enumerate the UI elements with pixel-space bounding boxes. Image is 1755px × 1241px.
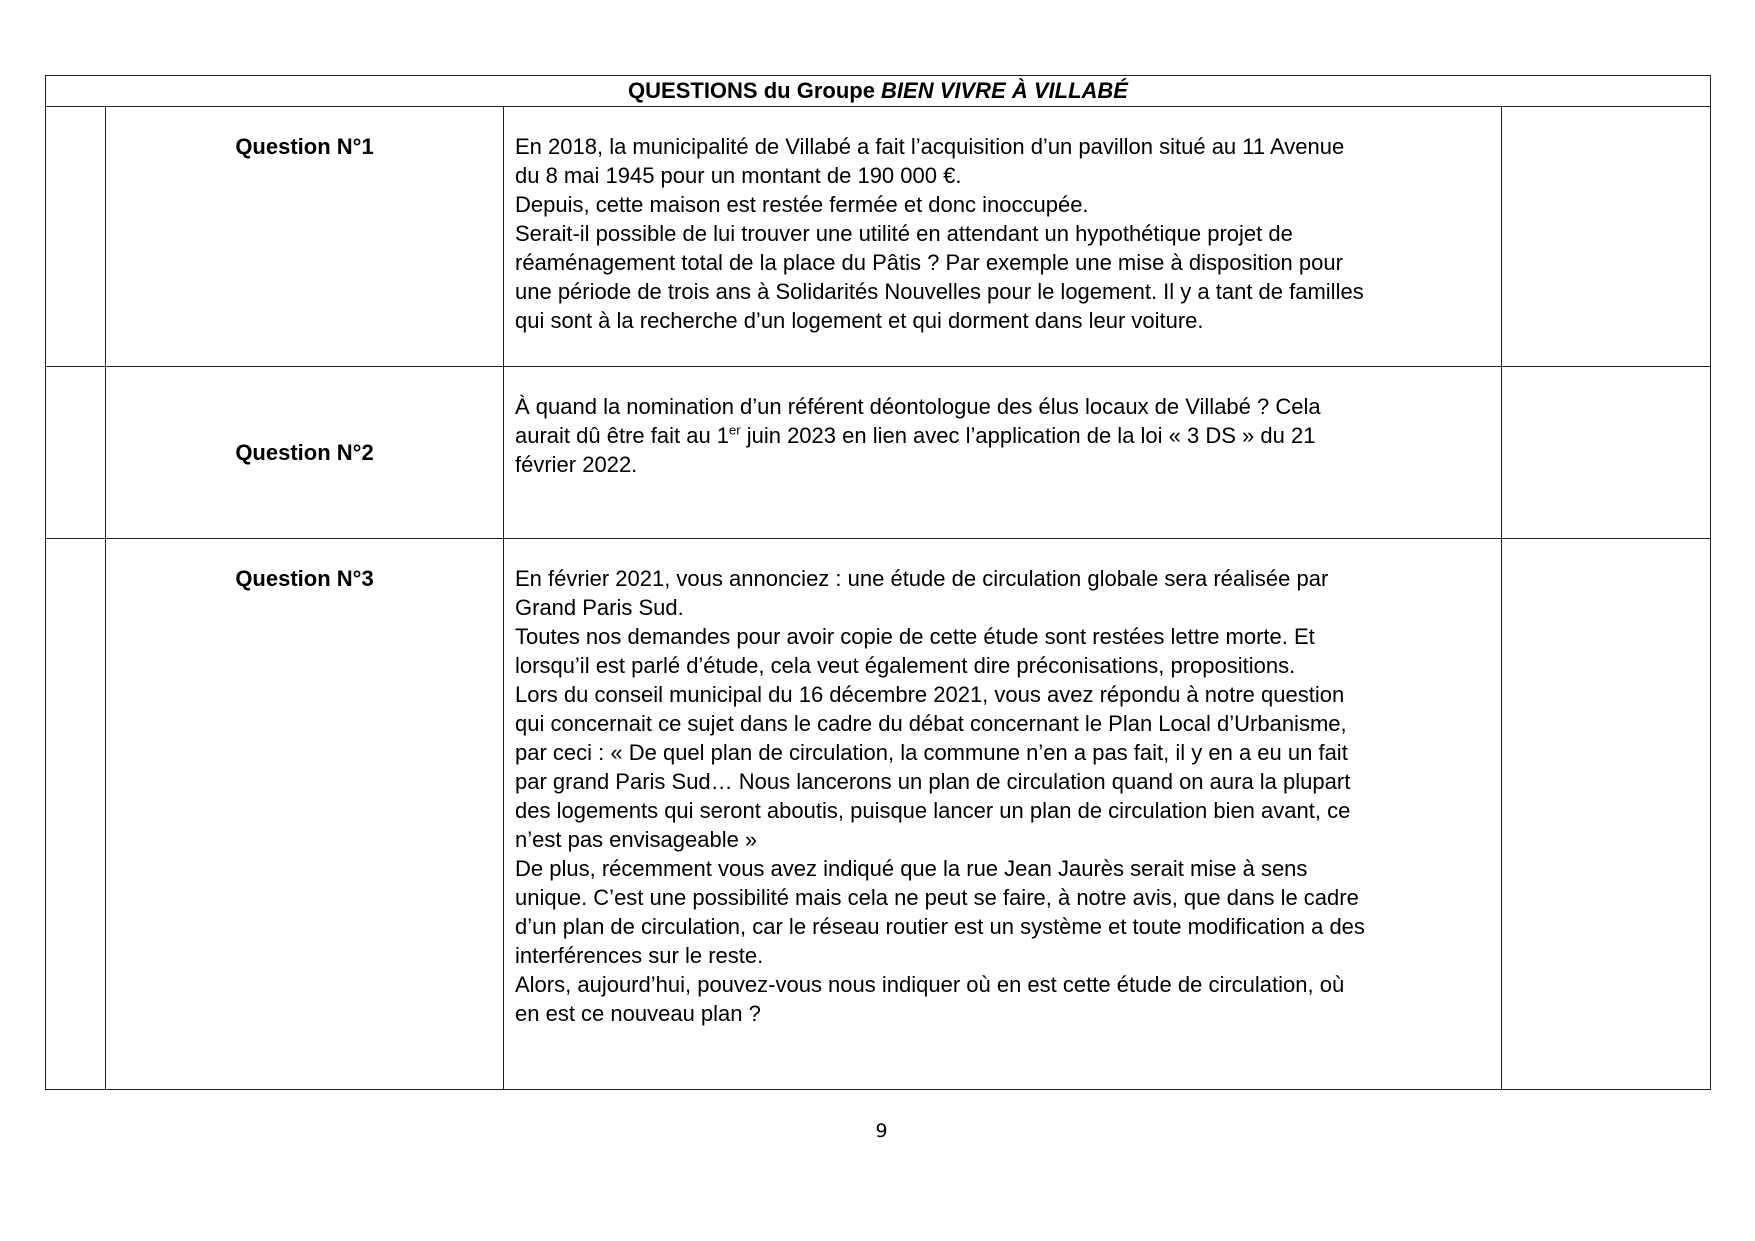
text-line xyxy=(515,421,1501,450)
text-line: d’un plan de circulation, car le réseau routier est un système et toute modification a des xyxy=(515,914,1365,939)
text-line: une période de trois ans à Solidarités Nouvelles pour le logement. Il y a tant de familles xyxy=(515,279,1364,304)
question-label: Question N°2 xyxy=(106,367,504,539)
text-line: réaménagement total de la place du Pâtis ? Par exemple une mise à disposition pour xyxy=(515,250,1343,275)
text-line: Lors du conseil municipal du 16 décembre 2021, vous avez répondu à notre question xyxy=(515,682,1345,707)
text-line: du 8 mai 1945 pour un montant de 190 000 €. xyxy=(515,163,962,188)
question-row-2 xyxy=(46,367,1711,539)
text-fragment: juin 2023 en lien avec l’application de la loi « 3 DS » du 21 xyxy=(740,423,1316,448)
text-line: par grand Paris Sud… Nous lancerons un plan de circulation quand on aura la plupart xyxy=(515,769,1351,794)
question-label: Question N°1 xyxy=(106,107,504,367)
text-line: Alors, aujourd’hui, pouvez-vous nous indiquer où en est cette étude de circulation, où xyxy=(515,972,1345,997)
text-line: Serait-il possible de lui trouver une utilité en attendant un hypothétique projet de xyxy=(515,221,1293,246)
text-line: qui sont à la recherche d’un logement et qui dorment dans leur voiture. xyxy=(515,308,1204,333)
question-row-1 xyxy=(46,107,1711,367)
title-group-name: BIEN VIVRE À VILLABÉ xyxy=(881,78,1128,103)
question-row-3 xyxy=(46,539,1711,1090)
text-line: Toutes nos demandes pour avoir copie de cette étude sont restées lettre morte. Et xyxy=(515,624,1315,649)
empty-cell xyxy=(46,539,106,1090)
text-line: unique. C’est une possibilité mais cela ne peut se faire, à notre avis, que dans le cadre xyxy=(515,885,1359,910)
empty-cell xyxy=(46,107,106,367)
text-line: En février 2021, vous annonciez : une étude de circulation globale sera réalisée par xyxy=(515,566,1329,591)
text-line: lorsqu’il est parlé d’étude, cela veut également dire préconisations, propositions. xyxy=(515,653,1296,678)
text-line: Grand Paris Sud. xyxy=(515,595,684,620)
text-line: interférences sur le reste. xyxy=(515,943,764,968)
text-line: en est ce nouveau plan ? xyxy=(515,1001,761,1026)
table-title xyxy=(46,76,1711,107)
text-line: De plus, récemment vous avez indiqué que la rue Jean Jaurès serait mise à sens xyxy=(515,856,1308,881)
text-line: À quand la nomination d’un référent déontologue des élus locaux de Villabé ? Cela xyxy=(515,394,1321,419)
question-text xyxy=(504,539,1502,1090)
empty-cell xyxy=(46,367,106,539)
text-line: des logements qui seront aboutis, puisque lancer un plan de circulation bien avant, ce xyxy=(515,798,1351,823)
answer-cell xyxy=(1502,539,1711,1090)
text-line: qui concernait ce sujet dans le cadre du débat concernant le Plan Local d’Urbanisme, xyxy=(515,711,1347,736)
questions-table xyxy=(45,75,1711,1090)
title-prefix: QUESTIONS du Groupe xyxy=(628,78,882,103)
text-line: par ceci : « De quel plan de circulation, la commune n’en a pas fait, il y en a eu un fait xyxy=(515,740,1348,765)
question-text xyxy=(504,367,1502,539)
text-line: février 2022. xyxy=(515,452,638,477)
text-fragment: aurait dû être fait au 1 xyxy=(515,423,730,448)
question-text xyxy=(504,107,1502,367)
text-line: Depuis, cette maison est restée fermée et donc inoccupée. xyxy=(515,192,1089,217)
answer-cell xyxy=(1502,107,1711,367)
text-line: n’est pas envisageable » xyxy=(515,827,758,852)
question-label: Question N°3 xyxy=(106,539,504,1090)
page-number: 9 xyxy=(875,1120,888,1142)
text-line: En 2018, la municipalité de Villabé a fait l’acquisition d’un pavillon situé au 11 Avenue xyxy=(515,134,1345,159)
superscript: er xyxy=(729,422,741,438)
answer-cell xyxy=(1502,367,1711,539)
